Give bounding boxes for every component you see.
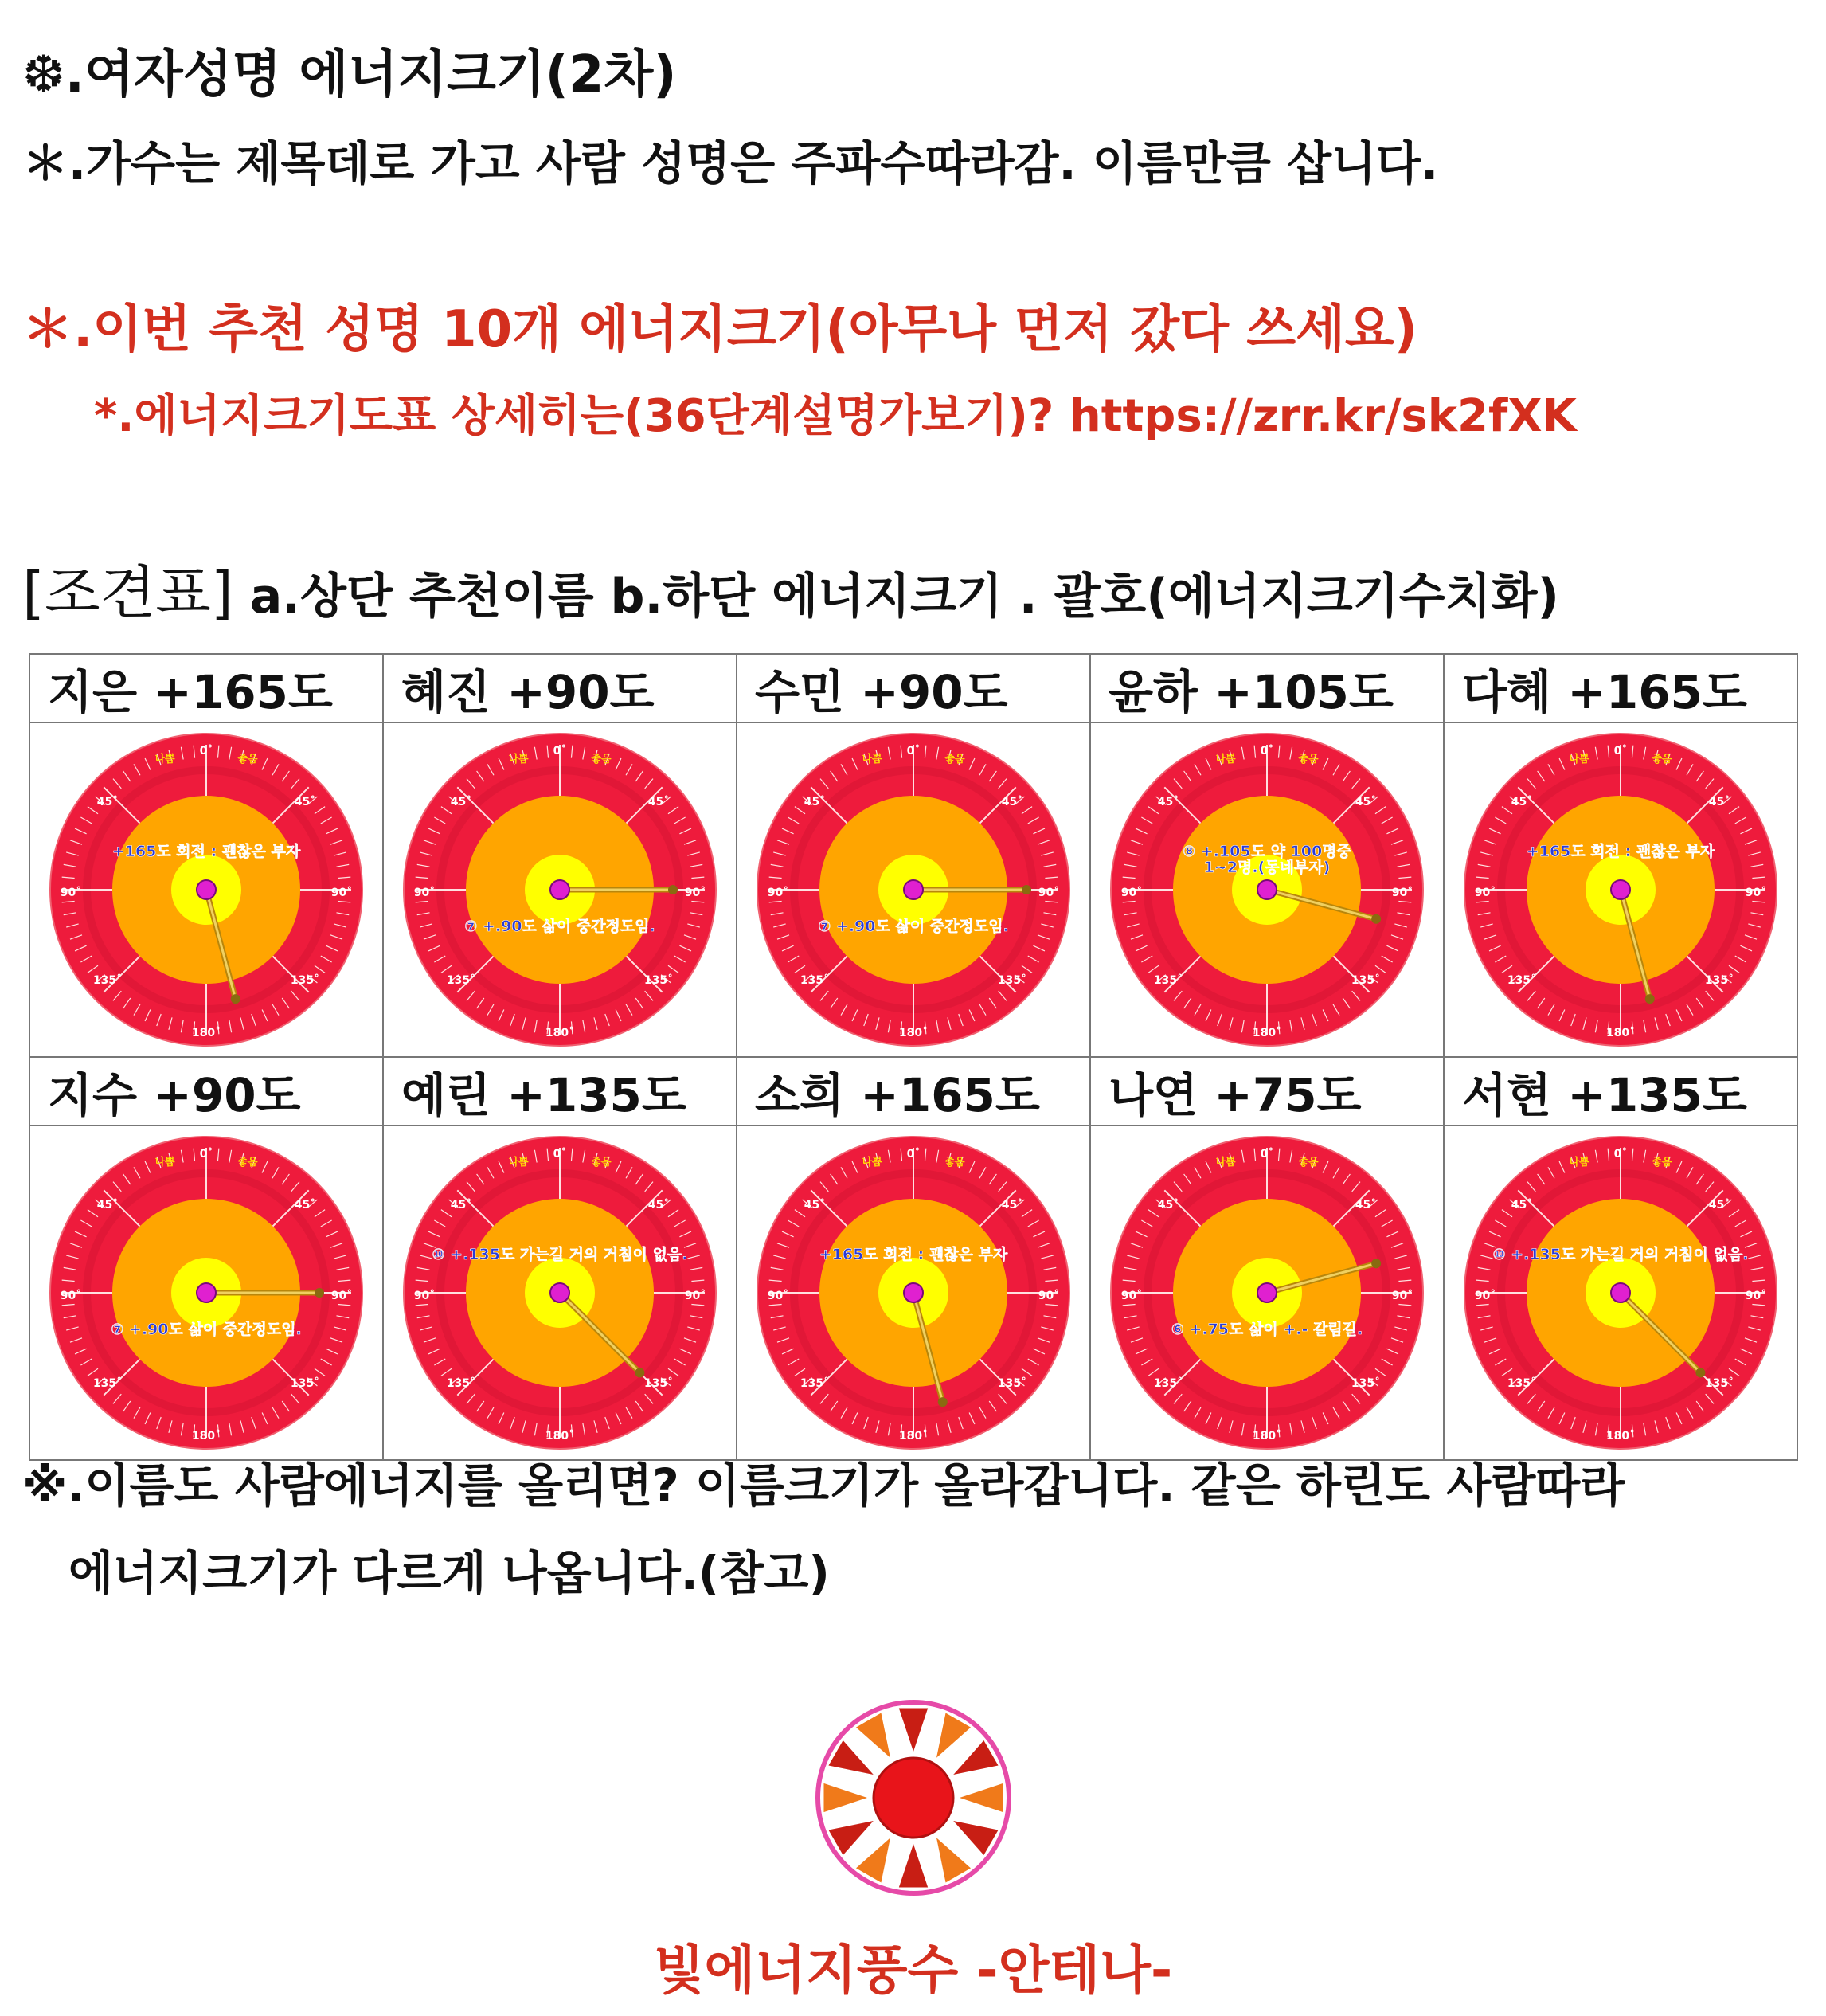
name-cell: 윤하 +105도 [1090,654,1444,722]
dial-degree-label: 135˚ [643,974,674,987]
dial-degree-label: 135˚ [92,974,123,987]
dial-degree-label: 90˚ [1745,1290,1767,1302]
page-title: ❆.여자성명 에너지크기(2차) [22,45,677,104]
dial-degree-label: 180˚ [898,1027,929,1039]
dial-degree-label: 180˚ [545,1430,575,1443]
dial-degree-label: 90˚ [1745,887,1767,899]
dial-degree-label: 나쁨 [1569,754,1589,765]
dial-degree-label: 135˚ [290,1377,320,1390]
dial-degree-label: 45˚ [1157,796,1179,808]
dial-degree-label: 0˚ [906,745,921,757]
dial-degree-label: 90˚ [684,1290,706,1302]
dial-caption: ⑩ +.135도 가는길 거의 거침이 없음. [432,1246,688,1263]
dial-degree-label: 135˚ [1351,974,1381,987]
brand-name: 빛에너지풍수 -안테나- [653,1940,1173,2001]
dial-degree-label: 45˚ [96,796,119,808]
dial-degree-label: 45˚ [1157,1199,1179,1212]
dial-degree-label: 0˚ [1613,1148,1628,1161]
dial-degree-label: 90˚ [60,1290,82,1302]
recommend-headline: ＊.이번 추천 성명 10개 에너지크기(아무나 먼저 갔다 쓰세요) [22,300,1417,359]
conditions-text: a.상단 추천이름 b.하단 에너지크기 . 괄호(에너지크기수치화) [249,569,1559,624]
dial-degree-label: 135˚ [1507,974,1537,987]
dial-degree-label: 135˚ [1153,974,1183,987]
dial-degree-label: 135˚ [1704,1377,1734,1390]
energy-dial [754,730,1073,1049]
energy-dial [1108,1133,1426,1452]
dial-degree-label: 좋음 [1652,754,1672,765]
dial-degree-label: 90˚ [767,1290,789,1302]
dial-degree-label: 45˚ [1355,796,1377,808]
dial-degree-label: 135˚ [1507,1377,1537,1390]
footer-note-line1: ※.이름도 사람에너지를 올리면? 이름크기가 올라갑니다. 같은 하린도 사람따라 [22,1458,1625,1513]
dial-degree-label: 45˚ [804,796,826,808]
dial-degree-label: 135˚ [1704,974,1734,987]
dial-degree-label: 90˚ [684,887,706,899]
dial-degree-label: 90˚ [1038,887,1060,899]
dial-degree-label: 45˚ [647,1199,670,1212]
dial-pin [1257,1283,1277,1302]
dial-cell [1090,1125,1444,1460]
dial-caption: +165도 회전 : 괜찮은 부자 [819,1246,1008,1263]
dial-pin [904,880,923,899]
dial-degree-label: 나쁨 [154,1157,175,1168]
dial-pin [197,880,216,899]
dial-degree-label: 135˚ [1153,1377,1183,1390]
dial-degree-label: 90˚ [330,1290,353,1302]
dial-degree-label: 나쁨 [862,754,882,765]
name-cell: 나연 +75도 [1090,1057,1444,1125]
dial-degree-label: 좋음 [944,1157,965,1168]
dial-degree-label: 45˚ [96,1199,119,1212]
dial-cell [29,1125,383,1460]
dial-degree-label: 180˚ [191,1430,221,1443]
dial-degree-label: 좋음 [1652,1157,1672,1168]
dial-pin [550,1283,569,1302]
dial-cell [383,1125,737,1460]
dial-degree-label: 나쁨 [154,754,175,765]
energy-dial [401,730,719,1049]
dial-degree-label: 90˚ [1391,887,1413,899]
dial-degree-label: 180˚ [545,1027,575,1039]
dial-caption: ⑧ +.105도 약 100명중 1~2명.(동네부자) [1183,843,1351,876]
energy-grid [29,653,1798,1461]
energy-dial [1461,730,1780,1049]
dial-degree-label: 0˚ [1260,745,1274,757]
dial-row [29,722,1797,1057]
dial-degree-label: 45˚ [1001,796,1023,808]
dial-degree-label: 45˚ [1355,1199,1377,1212]
name-cell: 수민 +90도 [737,654,1090,722]
dial-degree-label: 90˚ [413,887,436,899]
dial-degree-label: 135˚ [446,1377,476,1390]
conditions-line [22,546,1559,629]
dial-degree-label: 45˚ [1708,796,1730,808]
dial-degree-label: 나쁨 [1215,754,1236,765]
dial-caption: ⑦ +.90도 삶이 중간정도임. [111,1321,302,1338]
antenna-logo-icon [814,1698,1013,1897]
dial-degree-label: 135˚ [290,974,320,987]
dial-caption: ⑩ +.135도 가는길 거의 거침이 없음. [1492,1246,1749,1263]
dial-degree-label: 90˚ [1120,1290,1143,1302]
dial-degree-label: 나쁨 [508,1157,529,1168]
dial-caption: ⑥ +.75도 삶이 +.- 갈림길. [1171,1321,1363,1338]
dial-degree-label: 135˚ [446,974,476,987]
dial-degree-label: 45˚ [804,1199,826,1212]
dial-cell [29,722,383,1057]
dial-degree-label: 180˚ [1605,1027,1636,1039]
intro-note: ＊.가수는 제목데로 가고 사람 성명은 주파수따라감. 이름만큼 삽니다. [22,136,1439,190]
energy-dial [47,1133,366,1452]
dial-degree-label: 나쁨 [862,1157,882,1168]
dial-degree-label: 90˚ [1391,1290,1413,1302]
dial-degree-label: 0˚ [1260,1148,1274,1161]
dial-degree-label: 45˚ [450,1199,472,1212]
dial-degree-label: 180˚ [1252,1027,1282,1039]
dial-pin [550,880,569,899]
dial-degree-label: 90˚ [330,887,353,899]
dial-degree-label: 90˚ [413,1290,436,1302]
energy-dial [47,730,366,1049]
dial-degree-label: 0˚ [199,745,213,757]
dial-degree-label: 135˚ [1351,1377,1381,1390]
dial-degree-label: 좋음 [1298,754,1319,765]
dial-degree-label: 45˚ [450,796,472,808]
dial-degree-label: 0˚ [906,1148,921,1161]
dial-degree-label: 180˚ [191,1027,221,1039]
dial-degree-label: 180˚ [898,1430,929,1443]
name-cell: 서현 +135도 [1444,1057,1797,1125]
dial-cell [737,1125,1090,1460]
dial-degree-label: 135˚ [92,1377,123,1390]
dial-degree-label: 0˚ [1613,745,1628,757]
energy-dial [1461,1133,1780,1452]
dial-pin [197,1283,216,1302]
dial-caption: +165도 회전 : 괜찮은 부자 [111,843,301,860]
name-cell: 혜진 +90도 [383,654,737,722]
dial-caption: +165도 회전 : 괜찮은 부자 [1526,843,1715,860]
dial-degree-label: 45˚ [1511,796,1533,808]
dial-degree-label: 좋음 [591,754,612,765]
dial-degree-label: 45˚ [294,796,316,808]
dial-degree-label: 좋음 [237,754,258,765]
dial-pin [1257,880,1277,899]
dial-degree-label: 90˚ [1038,1290,1060,1302]
dial-degree-label: 45˚ [1708,1199,1730,1212]
name-cell: 소희 +165도 [737,1057,1090,1125]
name-row [29,1057,1797,1125]
dial-degree-label: 135˚ [997,1377,1027,1390]
name-cell: 지수 +90도 [29,1057,383,1125]
energy-dial [1108,730,1426,1049]
dial-degree-label: 90˚ [767,887,789,899]
dial-degree-label: 좋음 [591,1157,612,1168]
dial-degree-label: 나쁨 [508,754,529,765]
dial-degree-label: 90˚ [1474,887,1496,899]
dial-degree-label: 나쁨 [1215,1157,1236,1168]
dial-pin [904,1283,923,1302]
dial-degree-label: 45˚ [647,796,670,808]
dial-caption: ⑦ +.90도 삶이 중간정도임. [464,918,655,935]
dial-degree-label: 0˚ [553,1148,567,1161]
name-cell: 예린 +135도 [383,1057,737,1125]
dial-pin [1611,880,1630,899]
dial-pin [1611,1283,1630,1302]
dial-degree-label: 0˚ [553,745,567,757]
dial-degree-label: 135˚ [997,974,1027,987]
dial-degree-label: 135˚ [643,1377,674,1390]
name-row [29,654,1797,722]
dial-degree-label: 나쁨 [1569,1157,1589,1168]
energy-dial [754,1133,1073,1452]
name-cell: 다혜 +165도 [1444,654,1797,722]
dial-degree-label: 135˚ [800,1377,830,1390]
dial-cell [1444,1125,1797,1460]
dial-degree-label: 좋음 [944,754,965,765]
dial-degree-label: 180˚ [1605,1430,1636,1443]
conditions-label: [조견표] [22,559,233,626]
dial-degree-label: 45˚ [1001,1199,1023,1212]
dial-row [29,1125,1797,1460]
dial-cell [383,722,737,1057]
footer-note-line2: 에너지크기가 다르게 나옵니다.(참고) [68,1546,830,1600]
dial-degree-label: 135˚ [800,974,830,987]
dial-cell [1090,722,1444,1057]
dial-cell [737,722,1090,1057]
dial-degree-label: 0˚ [199,1148,213,1161]
dial-cell [1444,722,1797,1057]
dial-degree-label: 좋음 [1298,1157,1319,1168]
detail-link[interactable]: *.에너지크기도표 상세히는(36단계설명가보기)? https://zrr.kr/sk2fXK [94,390,1577,442]
dial-degree-label: 90˚ [60,887,82,899]
dial-degree-label: 좋음 [237,1157,258,1168]
dial-caption: ⑦ +.90도 삶이 중간정도임. [818,918,1009,935]
dial-degree-label: 45˚ [294,1199,316,1212]
name-cell: 지은 +165도 [29,654,383,722]
dial-degree-label: 90˚ [1474,1290,1496,1302]
dial-degree-label: 180˚ [1252,1430,1282,1443]
energy-dial [401,1133,719,1452]
dial-degree-label: 90˚ [1120,887,1143,899]
dial-degree-label: 45˚ [1511,1199,1533,1212]
